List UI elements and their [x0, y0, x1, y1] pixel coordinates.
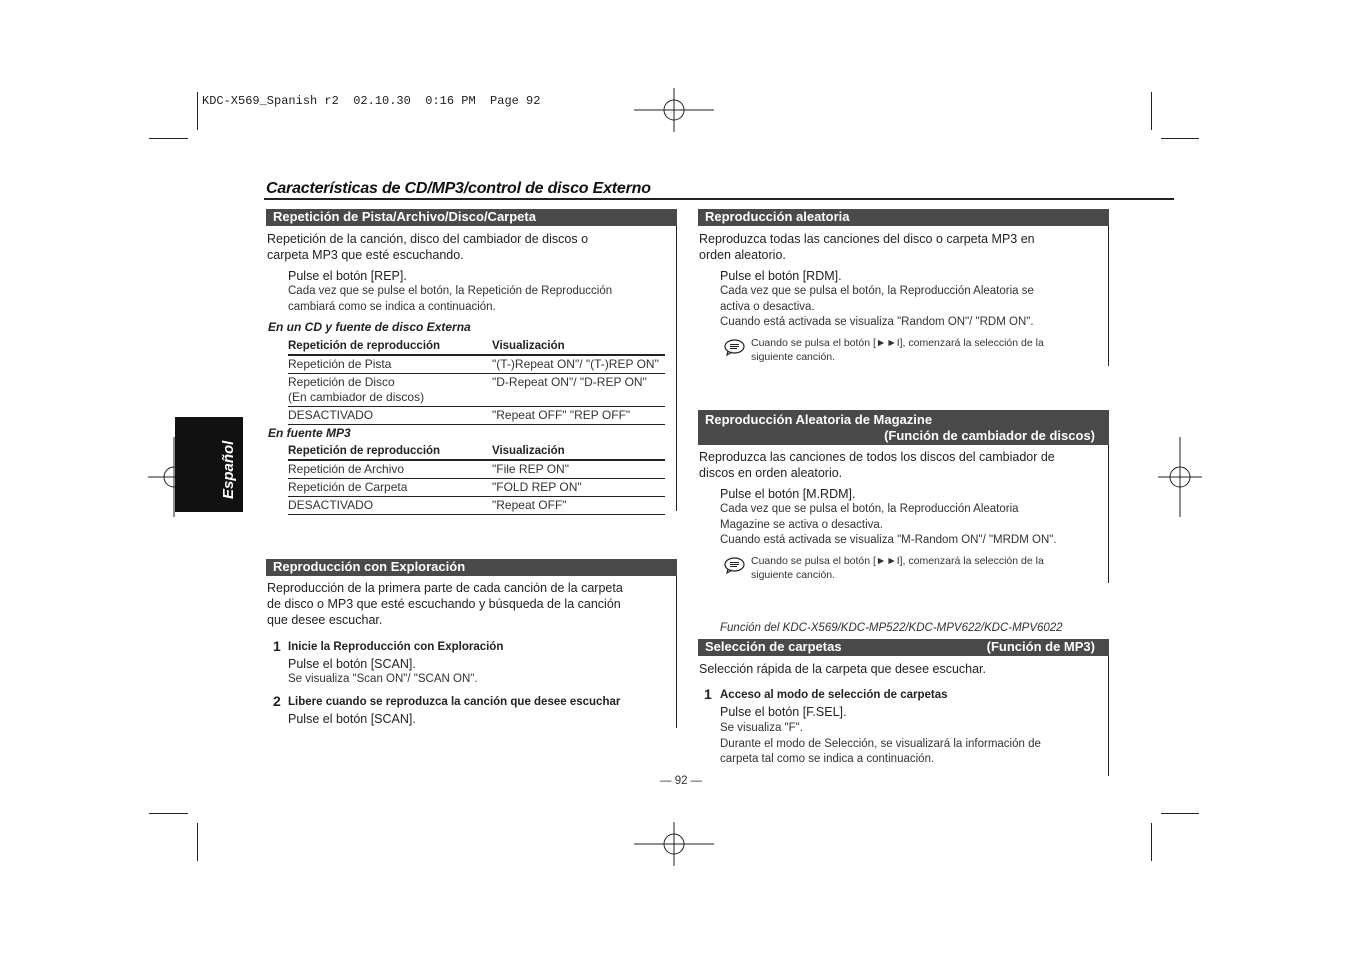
magazine-title-1: Reproducción Aleatoria de Magazine: [705, 412, 933, 427]
table-row: Repetición de Carpeta "FOLD REP ON": [288, 479, 665, 497]
crop-mark: [149, 138, 188, 139]
folder-title: Selección de carpetas: [705, 639, 842, 654]
crop-mark: [1151, 92, 1152, 130]
crop-mark: [1151, 823, 1152, 861]
step-desc: Se visualiza "Scan ON"/ "SCAN ON".: [288, 673, 478, 685]
repeat-press: Pulse el botón [REP].: [288, 269, 407, 283]
title-rule: [264, 198, 1174, 200]
subhead-mp3: En fuente MP3: [268, 426, 351, 440]
magazine-intro: Reproduzca las canciones de todos los discos del cambiador de discos en orden aleatorio.: [699, 450, 1055, 480]
registration-crosshair-icon: [1158, 437, 1202, 517]
language-tab-label: Español: [220, 440, 237, 499]
section-bar-folder: [698, 639, 1109, 656]
section-bar-magazine: [698, 410, 1109, 445]
registration-crosshair-icon: [634, 88, 714, 132]
crop-mark: [197, 92, 198, 130]
table-row: DESACTIVADO "Repeat OFF" "REP OFF": [288, 407, 665, 425]
repeat-desc: Cada vez que se pulse el botón, la Repetición de Reproducción cambiará como se indica a continuación.: [288, 285, 613, 313]
step-number: 1: [273, 638, 281, 654]
step-number: 1: [704, 686, 712, 702]
print-meta-line: KDC-X569_Spanish r2 02.10.30 0:16 PM Page 92: [202, 94, 541, 108]
step-title: Inicie la Reproducción con Exploración: [288, 641, 504, 653]
magazine-title-2: (Función de cambiador de discos): [884, 428, 1095, 443]
table-header: Visualización: [492, 443, 665, 460]
column-rule: [676, 226, 677, 511]
repeat-table-cd: [288, 338, 665, 425]
models-note: Función del KDC-X569/KDC-MP522/KDC-MPV622/KDC-MPV6022: [720, 622, 1063, 634]
note-icon: [724, 339, 745, 356]
crop-mark: [1161, 813, 1199, 814]
table-header: Repetición de reproducción: [288, 338, 492, 355]
folder-title-right: (Función de MP3): [986, 639, 1095, 654]
table-header: Visualización: [492, 338, 665, 355]
crop-mark: [1161, 138, 1199, 139]
table-row: Repetición de Disco (En cambiador de discos) "D-Repeat ON"/ "D-REP ON": [288, 374, 665, 407]
repeat-intro: Repetición de la canción, disco del cambiador de discos o carpeta MP3 que esté escuchando.: [267, 232, 589, 262]
step-title: Libere cuando se reproduzca la canción que desee escuchar: [288, 696, 621, 708]
crop-mark: [197, 823, 198, 861]
language-tab: [175, 417, 243, 512]
random-intro: Reproduzca todas las canciones del disco o carpeta MP3 en orden aleatorio.: [699, 232, 1035, 262]
table-row: Repetición de Archivo "File REP ON": [288, 460, 665, 479]
folder-intro: Selección rápida de la carpeta que desee escuchar.: [699, 662, 986, 676]
page-number: — 92 —: [660, 775, 703, 787]
section-bar-scan: Reproducción con Exploración: [266, 559, 677, 576]
step-press: Pulse el botón [F.SEL].: [720, 705, 847, 719]
repeat-table-mp3: [288, 443, 665, 515]
random-desc: Cada vez que se pulsa el botón, la Reproducción Aleatoria se activa o desactiva. Cuando está activada se visualiza "Random ON"/ "RDM ON".: [720, 285, 1034, 328]
note-icon: [724, 557, 745, 574]
table-row: DESACTIVADO "Repeat OFF": [288, 497, 665, 515]
random-note: Cuando se pulsa el botón [►►I], comenzará la selección de la siguiente canción.: [751, 337, 1044, 363]
column-rule: [1108, 226, 1109, 366]
table-row: Repetición de Pista "(T-)Repeat ON"/ "(T-)REP ON": [288, 355, 665, 374]
registration-crosshair-icon: [634, 822, 714, 866]
magazine-press: Pulse el botón [M.RDM].: [720, 487, 856, 501]
step-press: Pulse el botón [SCAN].: [288, 712, 416, 726]
subhead-cd: En un CD y fuente de disco Externa: [268, 320, 471, 334]
column-rule: [1108, 445, 1109, 583]
scan-intro: Reproducción de la primera parte de cada canción de la carpeta de disco o MP3 que esté escuchando y búsqueda de la canción que desee escuchar.: [267, 581, 623, 627]
step-title: Acceso al modo de selección de carpetas: [720, 689, 948, 701]
table-header: Repetición de reproducción: [288, 443, 492, 460]
magazine-desc: Cada vez que se pulsa el botón, la Reproducción Aleatoria Magazine se activa o desactiva. Cuando está activada se visualiza "M-Random ON"/ "MRDM ON".: [720, 503, 1057, 546]
column-rule: [676, 576, 677, 728]
step-number: 2: [273, 693, 281, 709]
section-bar-random: Reproducción aleatoria: [698, 209, 1109, 226]
crop-mark: [149, 813, 188, 814]
section-bar-repeat: Repetición de Pista/Archivo/Disco/Carpeta: [266, 209, 677, 226]
step-desc: Se visualiza "F". Durante el modo de Selección, se visualizará la información de carpeta tal como se indica a continuación.: [720, 722, 1041, 765]
page-title: Características de CD/MP3/control de disco Externo: [266, 180, 651, 197]
magazine-note: Cuando se pulsa el botón [►►I], comenzará la selección de la siguiente canción.: [751, 555, 1044, 581]
column-rule: [1108, 656, 1109, 776]
random-press: Pulse el botón [RDM].: [720, 269, 842, 283]
step-press: Pulse el botón [SCAN].: [288, 657, 416, 671]
